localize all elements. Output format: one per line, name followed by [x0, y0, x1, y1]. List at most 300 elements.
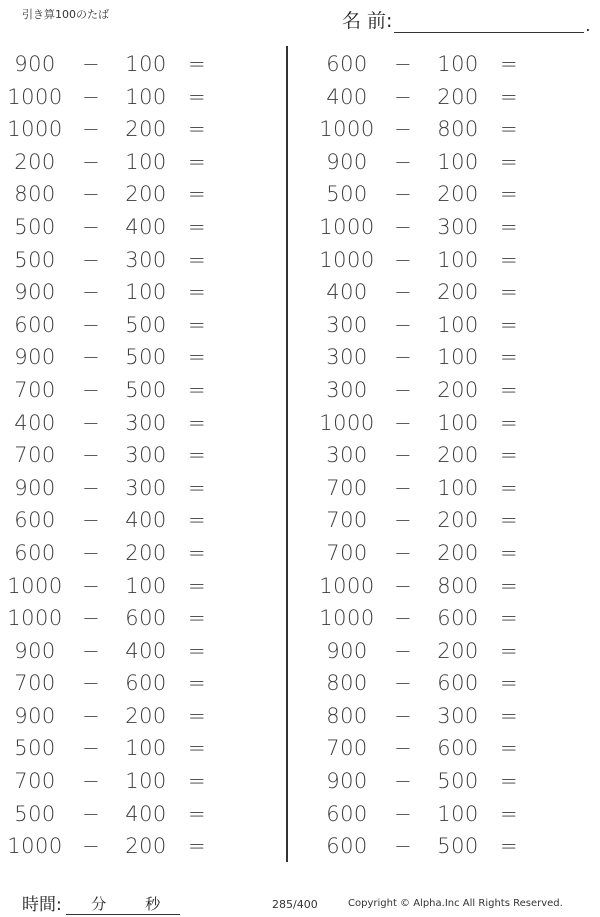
time-field-line[interactable]	[66, 893, 180, 915]
equals-sign: =	[499, 312, 519, 337]
minuend: 900	[14, 475, 56, 500]
minus-sign: −	[393, 84, 413, 109]
minuend: 700	[14, 377, 56, 402]
minus-sign: −	[393, 475, 413, 500]
answer-space[interactable]	[530, 280, 570, 304]
minuend: 600	[14, 540, 56, 565]
minuend: 700	[326, 736, 368, 761]
problem-row	[312, 146, 572, 179]
minus-sign: −	[393, 801, 413, 826]
answer-space[interactable]	[218, 117, 258, 141]
minus-sign: −	[393, 280, 413, 305]
subtrahend: 500	[125, 312, 167, 337]
equals-sign: =	[187, 769, 207, 794]
subtrahend: 300	[125, 247, 167, 272]
minus-sign: −	[81, 214, 101, 239]
equals-sign: =	[187, 508, 207, 533]
answer-space[interactable]	[530, 313, 570, 337]
minus-sign: −	[81, 606, 101, 631]
minus-sign: −	[81, 834, 101, 859]
minuend: 900	[14, 703, 56, 728]
equals-sign: =	[499, 377, 519, 402]
subtrahend: 600	[437, 606, 479, 631]
subtrahend: 200	[437, 540, 479, 565]
problem-row	[0, 537, 260, 570]
equals-sign: =	[499, 345, 519, 370]
answer-space[interactable]	[218, 378, 258, 402]
answer-space[interactable]	[218, 736, 258, 760]
equals-sign: =	[187, 410, 207, 435]
problem-row	[0, 48, 260, 81]
minus-sign: −	[81, 280, 101, 305]
subtrahend: 100	[125, 84, 167, 109]
minuend: 1000	[7, 84, 63, 109]
minus-sign: −	[393, 703, 413, 728]
subtrahend: 400	[125, 638, 167, 663]
equals-sign: =	[499, 247, 519, 272]
equals-sign: =	[499, 410, 519, 435]
answer-space[interactable]	[218, 248, 258, 272]
subtrahend: 600	[125, 606, 167, 631]
problem-row	[312, 700, 572, 733]
minus-sign: −	[81, 149, 101, 174]
answer-space[interactable]	[218, 150, 258, 174]
answer-space[interactable]	[530, 541, 570, 565]
minuend: 700	[14, 671, 56, 696]
minuend: 1000	[7, 117, 63, 142]
problem-row	[312, 341, 572, 374]
problem-row	[0, 504, 260, 537]
answer-space[interactable]	[530, 736, 570, 760]
name-field-line[interactable]	[394, 12, 584, 33]
equals-sign: =	[187, 638, 207, 663]
problem-row	[312, 570, 572, 603]
subtrahend: 100	[125, 573, 167, 598]
answer-space[interactable]	[530, 150, 570, 174]
equals-sign: =	[499, 801, 519, 826]
minus-sign: −	[81, 443, 101, 468]
minuend: 900	[14, 52, 56, 76]
minuend: 700	[14, 443, 56, 468]
equals-sign: =	[499, 638, 519, 663]
answer-space[interactable]	[530, 215, 570, 239]
minuend: 900	[326, 149, 368, 174]
minuend: 700	[326, 475, 368, 500]
minuend: 600	[14, 508, 56, 533]
subtrahend: 100	[125, 769, 167, 794]
answer-space[interactable]	[530, 52, 570, 76]
equals-sign: =	[499, 52, 519, 76]
subtrahend: 100	[437, 345, 479, 370]
problem-row	[0, 146, 260, 179]
right-problem-column	[312, 48, 572, 863]
answer-space[interactable]	[530, 769, 570, 793]
problem-row	[0, 178, 260, 211]
subtrahend: 200	[125, 834, 167, 859]
subtrahend: 200	[437, 443, 479, 468]
subtrahend: 800	[437, 117, 479, 142]
minuend: 300	[326, 443, 368, 468]
answer-space[interactable]	[530, 248, 570, 272]
answer-space[interactable]	[218, 802, 258, 826]
equals-sign: =	[187, 801, 207, 826]
left-problem-column	[0, 48, 260, 863]
equals-sign: =	[187, 834, 207, 859]
time-record	[22, 890, 180, 915]
minuend: 700	[326, 540, 368, 565]
minuend: 1000	[319, 606, 375, 631]
subtrahend: 100	[437, 247, 479, 272]
minuend: 300	[326, 377, 368, 402]
answer-space[interactable]	[530, 671, 570, 695]
answer-space[interactable]	[218, 443, 258, 467]
answer-space[interactable]	[218, 476, 258, 500]
equals-sign: =	[187, 247, 207, 272]
minus-sign: −	[81, 247, 101, 272]
equals-sign: =	[499, 182, 519, 207]
equals-sign: =	[499, 671, 519, 696]
minus-sign: −	[393, 573, 413, 598]
minus-sign: −	[393, 638, 413, 663]
subtrahend: 300	[125, 410, 167, 435]
equals-sign: =	[499, 443, 519, 468]
minuend: 400	[14, 410, 56, 435]
name-label: 名 前:	[342, 10, 393, 32]
problem-row	[0, 81, 260, 114]
equals-sign: =	[187, 345, 207, 370]
problem-row	[312, 48, 572, 81]
answer-space[interactable]	[218, 52, 258, 76]
equals-sign: =	[499, 84, 519, 109]
equals-sign: =	[499, 703, 519, 728]
problem-row	[0, 732, 260, 765]
minus-sign: −	[81, 475, 101, 500]
problem-row	[312, 276, 572, 309]
minus-sign: −	[81, 508, 101, 533]
problem-row	[0, 341, 260, 374]
minus-sign: −	[393, 769, 413, 794]
problem-row	[312, 439, 572, 472]
time-label: 時間:	[22, 895, 62, 915]
minuend: 600	[326, 801, 368, 826]
minus-sign: −	[393, 834, 413, 859]
problem-row	[0, 667, 260, 700]
minuend: 500	[14, 214, 56, 239]
minus-sign: −	[81, 769, 101, 794]
equals-sign: =	[187, 214, 207, 239]
worksheet-title: 引き算100のたば	[22, 8, 109, 21]
problem-row	[0, 439, 260, 472]
minus-sign: −	[393, 508, 413, 533]
equals-sign: =	[187, 84, 207, 109]
minus-sign: −	[393, 736, 413, 761]
equals-sign: =	[499, 834, 519, 859]
subtrahend: 600	[437, 671, 479, 696]
problem-row	[312, 472, 572, 505]
minus-sign: −	[393, 410, 413, 435]
minuend: 500	[14, 801, 56, 826]
minus-sign: −	[81, 573, 101, 598]
answer-space[interactable]	[530, 574, 570, 598]
minuend: 200	[14, 149, 56, 174]
equals-sign: =	[187, 182, 207, 207]
subtrahend: 300	[437, 214, 479, 239]
equals-sign: =	[499, 117, 519, 142]
problem-row	[0, 570, 260, 603]
minuend: 800	[326, 703, 368, 728]
minus-sign: −	[81, 703, 101, 728]
problem-row	[0, 309, 260, 342]
minuend: 1000	[7, 573, 63, 598]
answer-space[interactable]	[218, 541, 258, 565]
problem-row	[0, 113, 260, 146]
answer-space[interactable]	[530, 606, 570, 630]
subtrahend: 500	[125, 377, 167, 402]
answer-space[interactable]	[218, 639, 258, 663]
minus-sign: −	[81, 671, 101, 696]
subtrahend: 100	[437, 801, 479, 826]
answer-space[interactable]	[218, 345, 258, 369]
answer-space[interactable]	[218, 606, 258, 630]
minuend: 1000	[7, 606, 63, 631]
subtrahend: 400	[125, 508, 167, 533]
equals-sign: =	[187, 52, 207, 76]
subtrahend: 300	[125, 443, 167, 468]
minus-sign: −	[393, 540, 413, 565]
minuend: 900	[14, 280, 56, 305]
subtrahend: 100	[437, 312, 479, 337]
answer-space[interactable]	[218, 313, 258, 337]
subtrahend: 100	[437, 475, 479, 500]
problem-row	[0, 276, 260, 309]
problem-row	[312, 309, 572, 342]
answer-space[interactable]	[530, 802, 570, 826]
problem-row	[312, 602, 572, 635]
problem-row	[0, 244, 260, 277]
problem-row	[0, 635, 260, 668]
page-number: 285/400	[272, 898, 318, 911]
problem-row	[312, 798, 572, 831]
equals-sign: =	[187, 312, 207, 337]
problem-row	[0, 798, 260, 831]
answer-space[interactable]	[218, 508, 258, 532]
problem-row	[0, 211, 260, 244]
answer-space[interactable]	[218, 769, 258, 793]
subtrahend: 100	[437, 149, 479, 174]
minuend: 1000	[319, 214, 375, 239]
problem-row	[0, 830, 260, 863]
minuend: 1000	[319, 573, 375, 598]
minuend: 1000	[319, 247, 375, 272]
answer-space[interactable]	[218, 704, 258, 728]
answer-space[interactable]	[530, 85, 570, 109]
minus-sign: −	[81, 182, 101, 207]
answer-space[interactable]	[530, 476, 570, 500]
minus-sign: −	[393, 149, 413, 174]
equals-sign: =	[499, 508, 519, 533]
equals-sign: =	[187, 280, 207, 305]
answer-space[interactable]	[530, 345, 570, 369]
answer-space[interactable]	[530, 378, 570, 402]
subtrahend: 200	[437, 377, 479, 402]
equals-sign: =	[499, 540, 519, 565]
equals-sign: =	[499, 280, 519, 305]
subtrahend: 500	[437, 769, 479, 794]
minus-sign: −	[393, 443, 413, 468]
minuend: 600	[14, 312, 56, 337]
minus-sign: −	[81, 736, 101, 761]
equals-sign: =	[187, 443, 207, 468]
equals-sign: =	[499, 573, 519, 598]
minuend: 300	[326, 312, 368, 337]
answer-space[interactable]	[218, 834, 258, 858]
minus-sign: −	[393, 247, 413, 272]
minuend: 800	[326, 671, 368, 696]
minus-sign: −	[393, 671, 413, 696]
subtrahend: 200	[437, 280, 479, 305]
minuend: 800	[14, 182, 56, 207]
seconds-label: 秒	[145, 895, 161, 913]
minuend: 500	[14, 736, 56, 761]
problem-row	[312, 667, 572, 700]
subtrahend: 500	[437, 834, 479, 859]
problem-row	[312, 211, 572, 244]
answer-space[interactable]	[218, 215, 258, 239]
subtrahend: 100	[125, 149, 167, 174]
minuend: 1000	[319, 410, 375, 435]
problem-row	[312, 178, 572, 211]
equals-sign: =	[187, 117, 207, 142]
minus-sign: −	[81, 377, 101, 402]
minus-sign: −	[81, 312, 101, 337]
minus-sign: −	[81, 540, 101, 565]
minuend: 1000	[7, 834, 63, 859]
minuend: 700	[326, 508, 368, 533]
equals-sign: =	[499, 149, 519, 174]
minuend: 600	[326, 834, 368, 859]
problem-row	[0, 407, 260, 440]
minuend: 400	[326, 84, 368, 109]
equals-sign: =	[187, 703, 207, 728]
answer-space[interactable]	[530, 508, 570, 532]
problem-row	[312, 113, 572, 146]
answer-space[interactable]	[530, 704, 570, 728]
minus-sign: −	[81, 52, 101, 76]
equals-sign: =	[187, 606, 207, 631]
problem-row	[0, 700, 260, 733]
subtrahend: 200	[437, 638, 479, 663]
equals-sign: =	[499, 736, 519, 761]
minus-sign: −	[81, 801, 101, 826]
equals-sign: =	[187, 149, 207, 174]
copyright-notice: Copyright © Alpha.Inc All Rights Reserved.	[348, 898, 563, 909]
minuend: 500	[326, 182, 368, 207]
problem-row	[0, 602, 260, 635]
minuend: 600	[326, 52, 368, 76]
subtrahend: 200	[125, 703, 167, 728]
minuend: 900	[14, 638, 56, 663]
answer-space[interactable]	[530, 443, 570, 467]
answer-space[interactable]	[530, 411, 570, 435]
problem-row	[0, 472, 260, 505]
subtrahend: 400	[125, 214, 167, 239]
equals-sign: =	[499, 606, 519, 631]
problem-row	[0, 765, 260, 798]
problem-row	[312, 374, 572, 407]
problem-row	[312, 244, 572, 277]
minuend: 1000	[319, 117, 375, 142]
subtrahend: 100	[437, 410, 479, 435]
minus-sign: −	[393, 377, 413, 402]
column-divider	[286, 46, 288, 862]
minuend: 900	[14, 345, 56, 370]
problem-row	[0, 374, 260, 407]
minus-sign: −	[81, 638, 101, 663]
answer-space[interactable]	[218, 574, 258, 598]
minus-sign: −	[81, 345, 101, 370]
answer-space[interactable]	[218, 411, 258, 435]
subtrahend: 100	[125, 52, 167, 76]
answer-space[interactable]	[218, 85, 258, 109]
equals-sign: =	[499, 214, 519, 239]
problem-row	[312, 732, 572, 765]
minus-sign: −	[393, 117, 413, 142]
minuend: 400	[326, 280, 368, 305]
equals-sign: =	[187, 573, 207, 598]
minus-sign: −	[81, 117, 101, 142]
subtrahend: 600	[125, 671, 167, 696]
minus-sign: −	[81, 410, 101, 435]
minuend: 300	[326, 345, 368, 370]
minus-sign: −	[393, 345, 413, 370]
answer-space[interactable]	[218, 182, 258, 206]
answer-space[interactable]	[530, 117, 570, 141]
subtrahend: 400	[125, 801, 167, 826]
subtrahend: 100	[125, 736, 167, 761]
equals-sign: =	[187, 540, 207, 565]
subtrahend: 200	[437, 182, 479, 207]
answer-space[interactable]	[530, 639, 570, 663]
equals-sign: =	[499, 475, 519, 500]
minus-sign: −	[393, 312, 413, 337]
problem-row	[312, 504, 572, 537]
subtrahend: 100	[437, 52, 479, 76]
answer-space[interactable]	[218, 671, 258, 695]
subtrahend: 200	[125, 182, 167, 207]
subtrahend: 300	[437, 703, 479, 728]
problem-row	[312, 537, 572, 570]
answer-space[interactable]	[530, 182, 570, 206]
subtrahend: 200	[125, 117, 167, 142]
equals-sign: =	[187, 475, 207, 500]
answer-space[interactable]	[218, 280, 258, 304]
subtrahend: 200	[437, 84, 479, 109]
problem-row	[312, 407, 572, 440]
minus-sign: −	[393, 52, 413, 76]
answer-space[interactable]	[530, 834, 570, 858]
subtrahend: 500	[125, 345, 167, 370]
equals-sign: =	[187, 736, 207, 761]
subtrahend: 100	[125, 280, 167, 305]
subtrahend: 300	[125, 475, 167, 500]
equals-sign: =	[187, 377, 207, 402]
subtrahend: 800	[437, 573, 479, 598]
name-area	[342, 6, 584, 33]
minutes-label: 分	[91, 895, 107, 913]
subtrahend: 200	[437, 508, 479, 533]
problem-row	[312, 765, 572, 798]
subtrahend: 200	[125, 540, 167, 565]
